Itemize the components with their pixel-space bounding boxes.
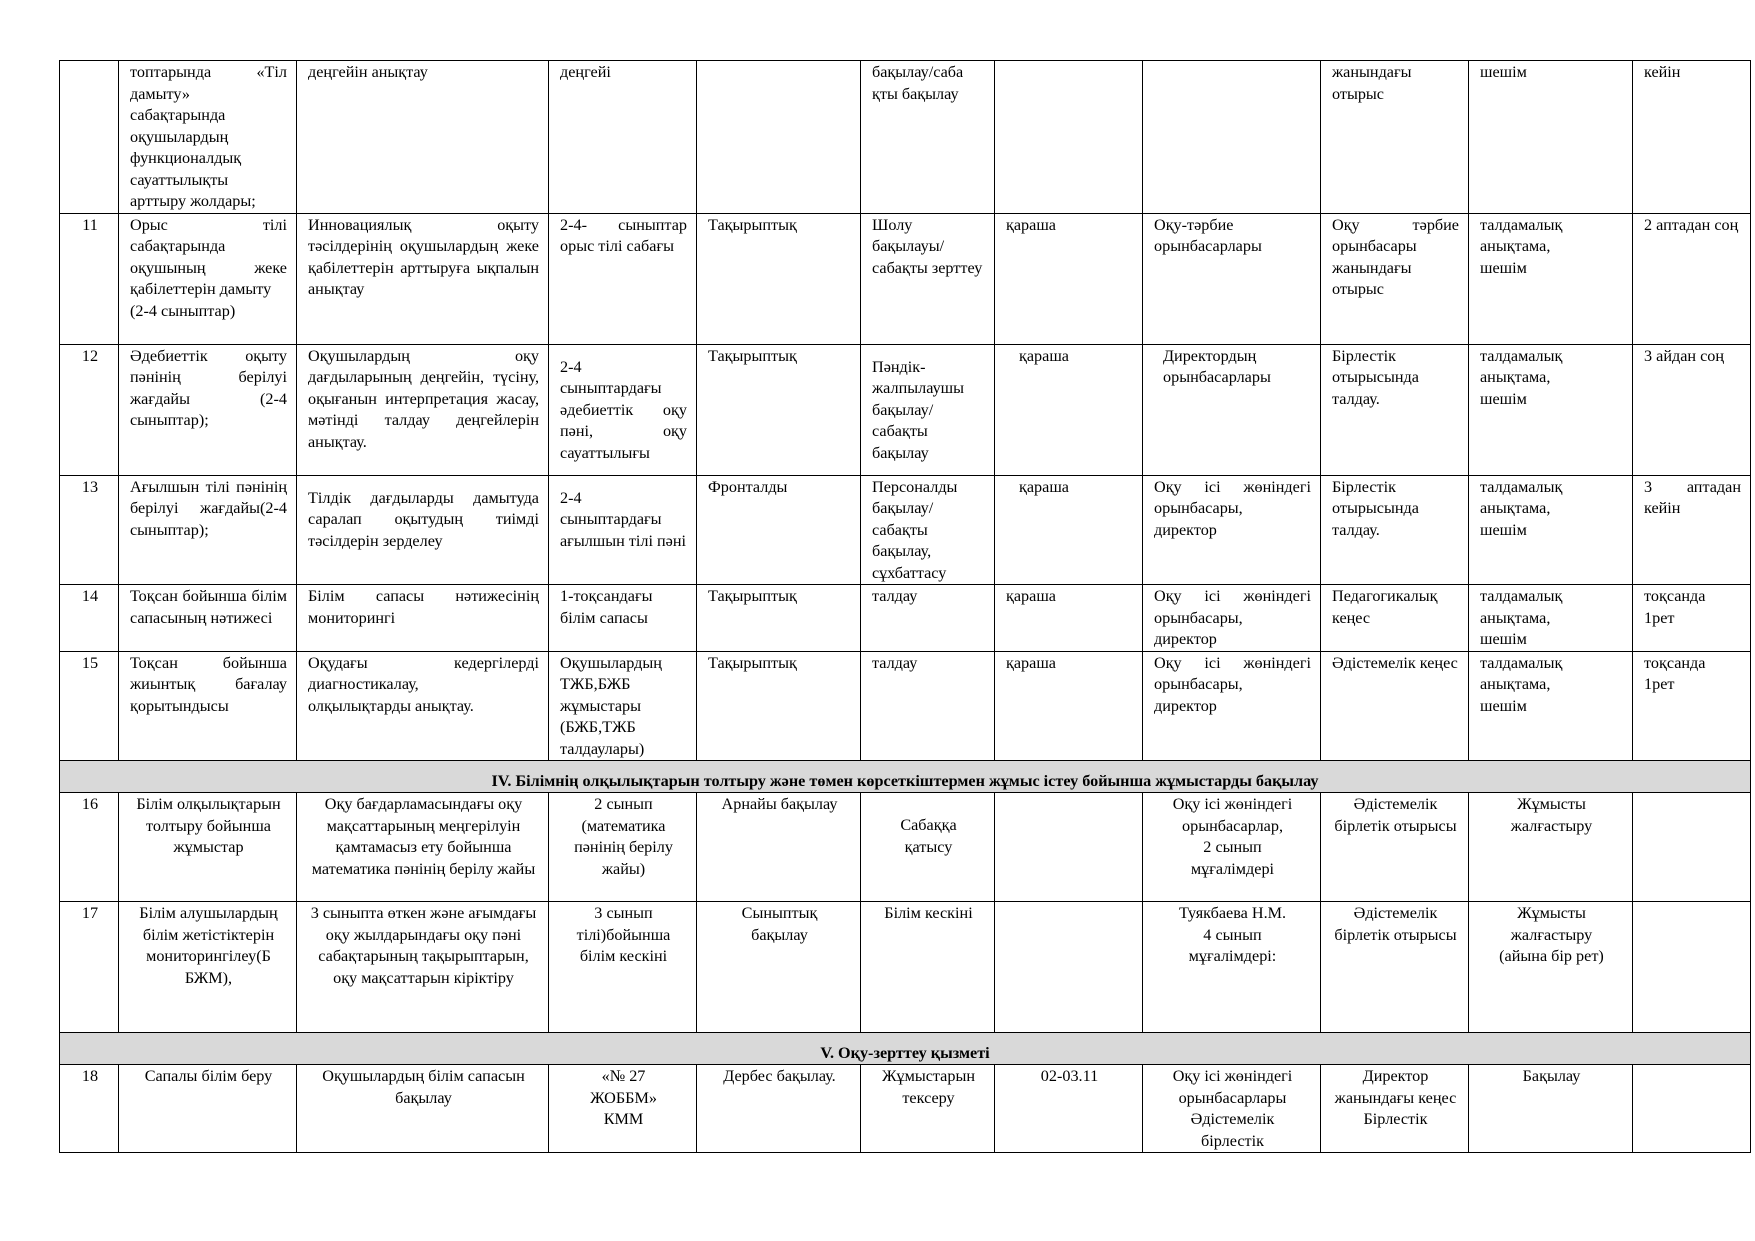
control-type: Тақырыптық	[697, 344, 861, 475]
control-object: 2-4 сыныптардағы ағылшын тілі пәні	[549, 475, 697, 585]
control-responsible: Оқу ісі жөніндегі орынбасары, директор	[1143, 475, 1321, 585]
row-number	[60, 61, 119, 214]
control-date	[995, 902, 1143, 1033]
control-goal: Оқушылардың оқу дағдыларының деңгейін, түсіну, оқығанын интерпретация жасау, мәтінді талдау деңгейлерін анықтау.	[297, 344, 549, 475]
control-topic: Тоқсан бойынша білім сапасының нәтижесі	[119, 585, 297, 652]
table-row	[60, 213, 1751, 344]
section-title-4: IV. Білімнің олқылықтарын толтыру және төмен көрсеткіштермен жұмыс істеу бойынша жұмыстарды бақылау	[60, 761, 1751, 793]
control-followup: тоқсанда 1рет	[1633, 585, 1751, 652]
control-followup: 3 айдан соң	[1633, 344, 1751, 475]
control-type: Сыныптық бақылау	[697, 902, 861, 1033]
control-place: Әдістемелік кеңес	[1321, 651, 1469, 761]
control-topic: топтарында «Тіл дамыту» сабақтарында оқушылардың функционалдық сауаттылықты арттыру жолдары;	[119, 61, 297, 214]
control-place: жанындағы отырыс	[1321, 61, 1469, 214]
control-form: Сабаққа қатысу	[861, 793, 995, 902]
control-followup: 3 аптадан кейін	[1633, 475, 1751, 585]
control-goal: Оқудағы кедергілерді диагностикалау, олқылықтарды анықтау.	[297, 651, 549, 761]
control-date: қараша	[995, 651, 1143, 761]
table-row	[60, 1065, 1751, 1153]
table-row	[60, 651, 1751, 761]
control-place: Бірлестік отырысында талдау.	[1321, 475, 1469, 585]
control-plan-table	[59, 60, 1751, 1153]
control-date: қараша	[995, 475, 1143, 585]
control-goal: деңгейін анықтау	[297, 61, 549, 214]
control-date	[995, 793, 1143, 902]
control-object: деңгейі	[549, 61, 697, 214]
control-object: 2-4 сыныптардағы әдебиеттік оқу пәні, оқу сауаттылығы	[549, 344, 697, 475]
control-form: талдау	[861, 651, 995, 761]
section-title-5: V. Оқу-зерттеу қызметі	[60, 1033, 1751, 1065]
control-responsible: Оқу ісі жөніндегі орынбасары, директор	[1143, 585, 1321, 652]
control-goal: Инновациялық оқыту тәсілдерінің оқушылардың жеке қабілеттерін арттыруға ықпалын анықтау	[297, 213, 549, 344]
row-number: 15	[60, 651, 119, 761]
row-number: 14	[60, 585, 119, 652]
row-number: 13	[60, 475, 119, 585]
control-place: Әдістемелік бірлетік отырысы	[1321, 793, 1469, 902]
control-date: қараша	[995, 585, 1143, 652]
control-date: қараша	[995, 213, 1143, 344]
control-responsible: Оқу ісі жөніндегі орынбасары, директор	[1143, 651, 1321, 761]
control-topic: Орыс тілі сабақтарында оқушының жеке қабілеттерін дамыту (2-4 сыныптар)	[119, 213, 297, 344]
control-goal: 3 сыныпта өткен және ағымдағы оқу жылдарындағы оқу пәні сабақтарының тақырыптарын, оқу мақсаттарын кіріктіру	[297, 902, 549, 1033]
control-followup: кейін	[1633, 61, 1751, 214]
control-form: Білім кескіні	[861, 902, 995, 1033]
control-result: талдамалық анықтама, шешім	[1469, 213, 1633, 344]
row-number: 18	[60, 1065, 119, 1153]
control-responsible: Оқу-тәрбие орынбасарлары	[1143, 213, 1321, 344]
row-number: 17	[60, 902, 119, 1033]
control-date	[995, 61, 1143, 214]
section-header	[60, 761, 1751, 793]
control-responsible	[1143, 61, 1321, 214]
control-result: талдамалық анықтама, шешім	[1469, 344, 1633, 475]
control-result: талдамалық анықтама, шешім	[1469, 475, 1633, 585]
control-result: шешім	[1469, 61, 1633, 214]
control-type	[697, 61, 861, 214]
control-goal: Оқушылардың білім сапасын бақылау	[297, 1065, 549, 1153]
table-row	[60, 475, 1751, 585]
control-object: 3 сынып тілі)бойынша білім кескіні	[549, 902, 697, 1033]
control-form: Персоналды бақылау/ сабақты бақылау, сұхбаттасу	[861, 475, 995, 585]
control-place: Педагогикалық кеңес	[1321, 585, 1469, 652]
control-followup	[1633, 793, 1751, 902]
control-topic: Әдебиеттік оқыту пәнінің берілуі жағдайы (2-4 сыныптар);	[119, 344, 297, 475]
control-date: 02-03.11	[995, 1065, 1143, 1153]
control-goal: Білім сапасы нәтижесінің мониторингі	[297, 585, 549, 652]
control-result: талдамалық анықтама, шешім	[1469, 651, 1633, 761]
control-form: бақылау/саба қты бақылау	[861, 61, 995, 214]
control-topic: Тоқсан бойынша жиынтық бағалау қорытындысы	[119, 651, 297, 761]
control-form: Пәндік- жалпылаушы бақылау/ сабақты бақылау	[861, 344, 995, 475]
control-responsible: Оқу ісі жөніндегі орынбасарлар, 2 сынып мұғалімдері	[1143, 793, 1321, 902]
control-followup	[1633, 902, 1751, 1033]
control-responsible: Оқу ісі жөніндегі орынбасарлары Әдістемелік бірлестік	[1143, 1065, 1321, 1153]
control-object: 2-4- сыныптар орыс тілі сабағы	[549, 213, 697, 344]
control-type: Тақырыптық	[697, 213, 861, 344]
control-result: талдамалық анықтама, шешім	[1469, 585, 1633, 652]
control-place: Әдістемелік бірлетік отырысы	[1321, 902, 1469, 1033]
control-responsible: Директордың орынбасарлары	[1143, 344, 1321, 475]
control-type: Дербес бақылау.	[697, 1065, 861, 1153]
control-goal: Тілдік дағдыларды дамытуда саралап оқытудың тиімді тәсілдерін зерделеу	[297, 475, 549, 585]
row-number: 12	[60, 344, 119, 475]
table-row	[60, 585, 1751, 652]
control-result: Жұмысты жалғастыру	[1469, 793, 1633, 902]
row-number: 11	[60, 213, 119, 344]
control-topic: Білім олқылықтарын толтыру бойынша жұмыстар	[119, 793, 297, 902]
row-number: 16	[60, 793, 119, 902]
control-responsible: Туякбаева Н.М. 4 сынып мұғалімдері:	[1143, 902, 1321, 1033]
control-object: «№ 27 ЖОББМ» КММ	[549, 1065, 697, 1153]
control-goal: Оқу бағдарламасындағы оқу мақсаттарының меңгерілуін қамтамасыз ету бойынша математика пәнінің берілу жайы	[297, 793, 549, 902]
control-object: 1-тоқсандағы білім сапасы	[549, 585, 697, 652]
control-form: талдау	[861, 585, 995, 652]
control-result: Бақылау	[1469, 1065, 1633, 1153]
control-place: Оқу тәрбие орынбасары жанындағы отырыс	[1321, 213, 1469, 344]
control-place: Директор жанындағы кеңес Бірлестік	[1321, 1065, 1469, 1153]
control-followup	[1633, 1065, 1751, 1153]
control-followup: 2 аптадан соң	[1633, 213, 1751, 344]
control-topic: Ағылшын тілі пәнінің берілуі жағдайы(2-4 сыныптар);	[119, 475, 297, 585]
control-form: Жұмыстарын тексеру	[861, 1065, 995, 1153]
control-type: Тақырыптық	[697, 585, 861, 652]
table-row	[60, 902, 1751, 1033]
control-topic: Білім алушылардың білім жетістіктерін мониторингілеу(Б БЖМ),	[119, 902, 297, 1033]
control-followup: тоқсанда 1рет	[1633, 651, 1751, 761]
control-form: Шолу бақылауы/ сабақты зерттеу	[861, 213, 995, 344]
control-type: Тақырыптық	[697, 651, 861, 761]
control-object: 2 сынып (математика пәнінің берілу жайы)	[549, 793, 697, 902]
table-row	[60, 344, 1751, 475]
control-object: Оқушылардың ТЖБ,БЖБ жұмыстары (БЖБ,ТЖБ талдаулары)	[549, 651, 697, 761]
table-row	[60, 61, 1751, 214]
control-type: Фронталды	[697, 475, 861, 585]
control-date: қараша	[995, 344, 1143, 475]
section-header	[60, 1033, 1751, 1065]
control-place: Бірлестік отырысында талдау.	[1321, 344, 1469, 475]
control-topic: Сапалы білім беру	[119, 1065, 297, 1153]
control-type: Арнайы бақылау	[697, 793, 861, 902]
table-row	[60, 793, 1751, 902]
control-result: Жұмысты жалғастыру (айына бір рет)	[1469, 902, 1633, 1033]
